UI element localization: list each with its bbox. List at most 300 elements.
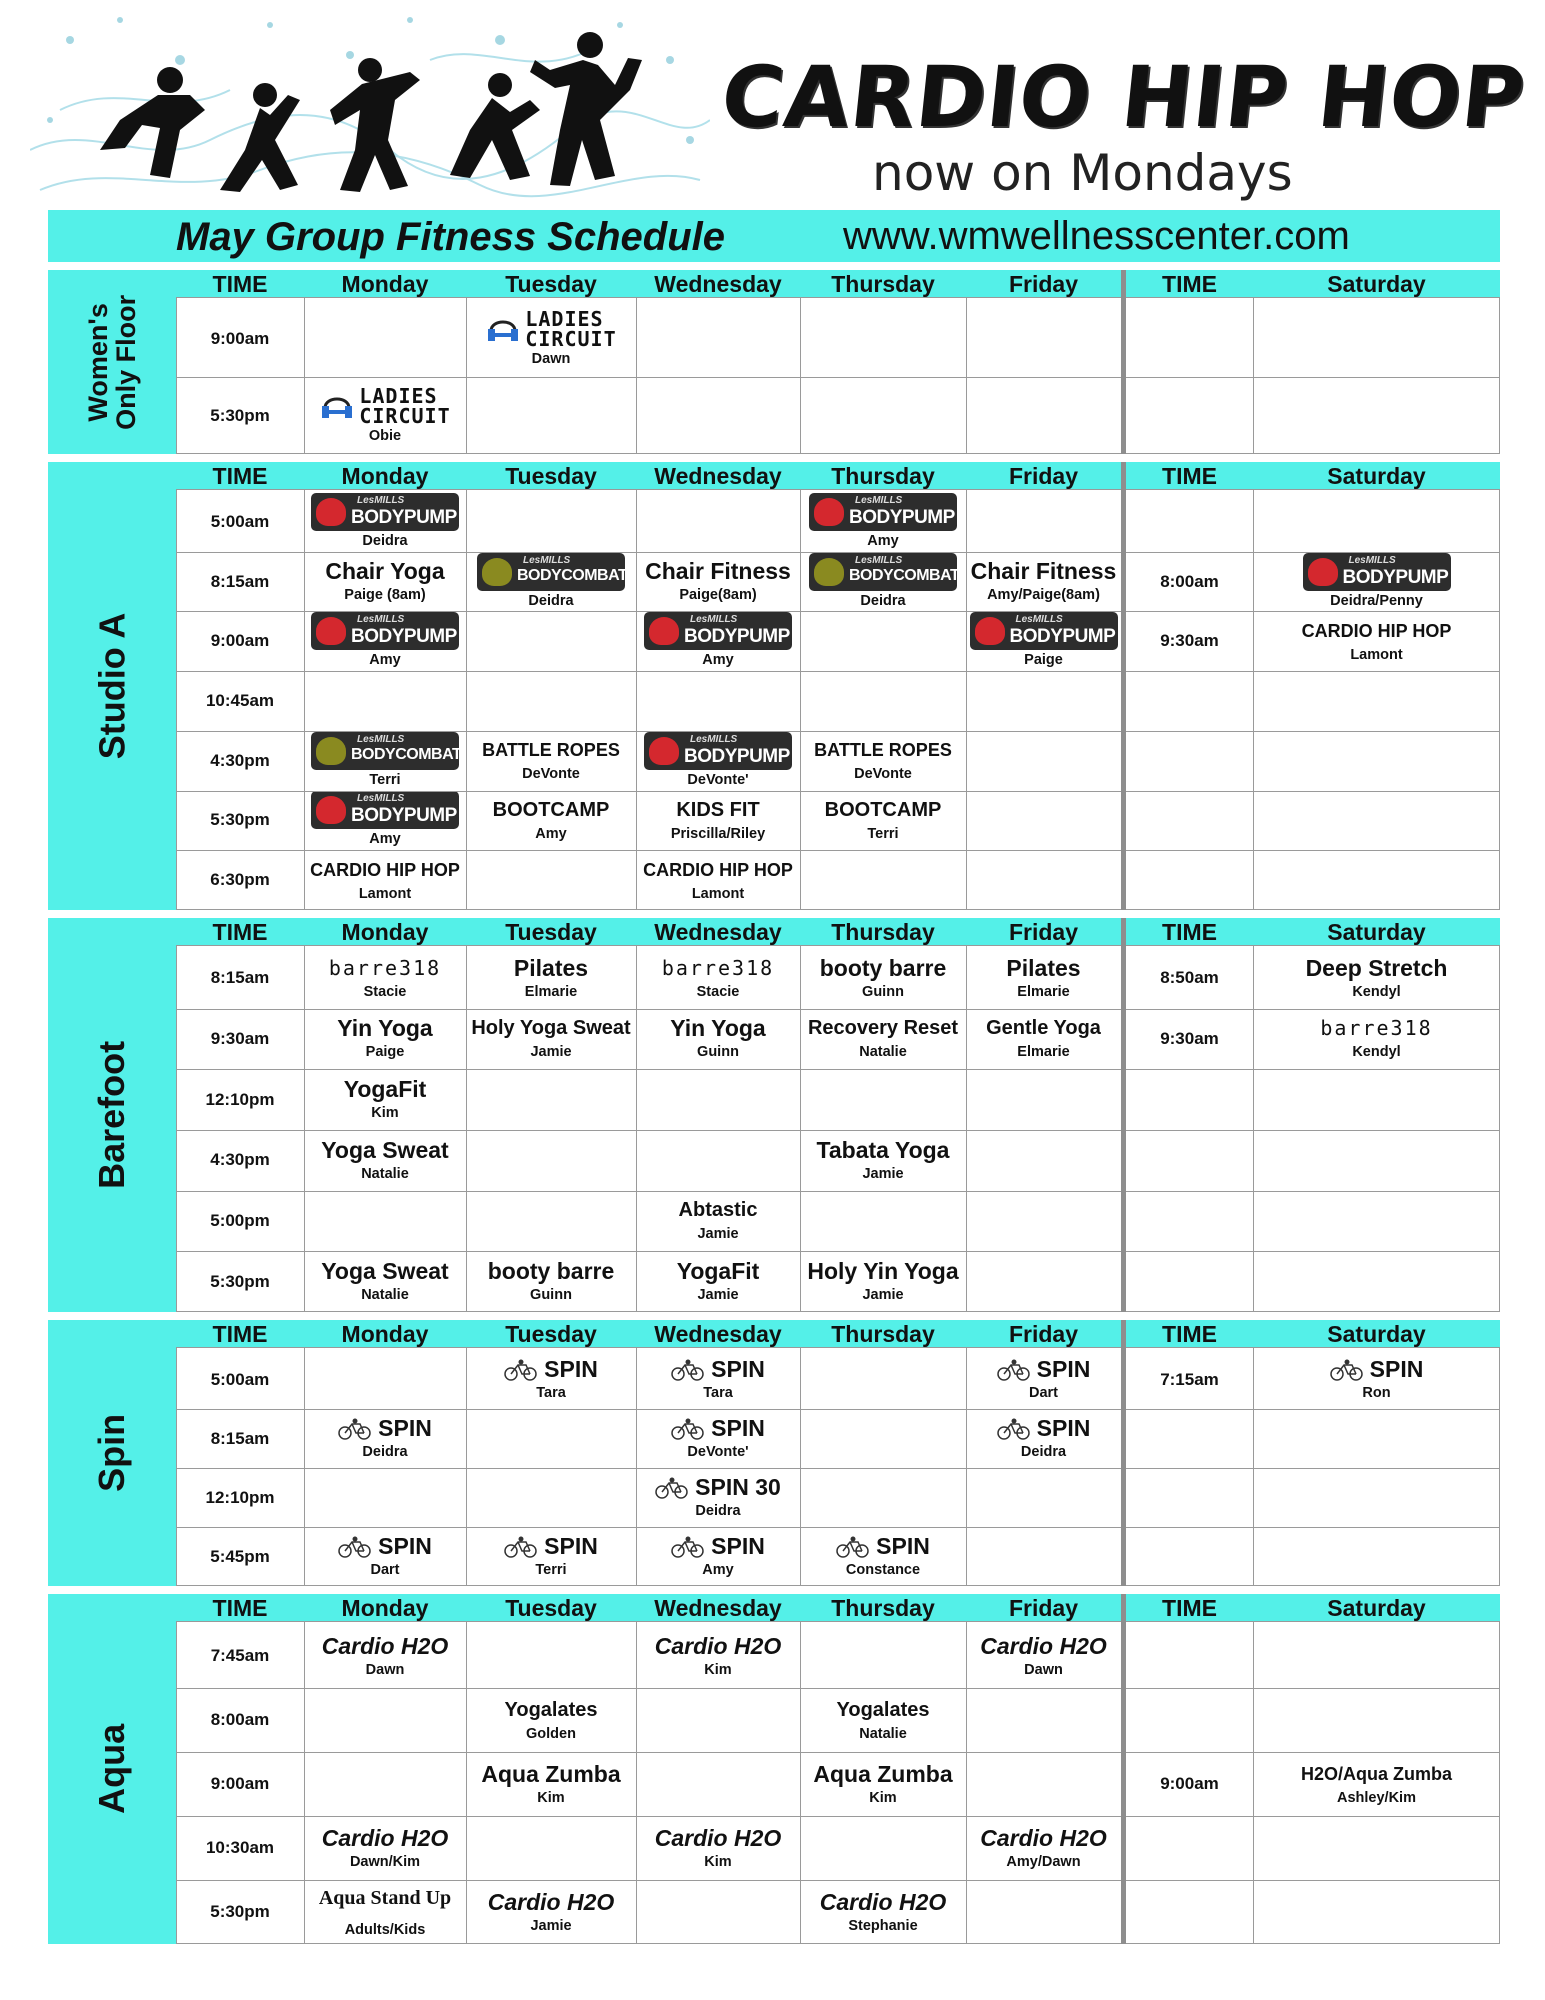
saturday-time-slot [1126, 1009, 1253, 1070]
section-header-row [176, 1320, 1500, 1348]
lesmills-wordmark: LesMILLS [1348, 554, 1396, 566]
day-heading-thursday: Thursday [831, 919, 935, 945]
class-cell[interactable] [636, 731, 800, 791]
class-cell[interactable] [636, 850, 800, 910]
column-divider [1499, 298, 1500, 454]
class-name: barre318 [1320, 1016, 1433, 1041]
class-name: Abtastic [678, 1199, 758, 1222]
class-cell[interactable] [304, 948, 466, 1009]
class-cell[interactable] [304, 1409, 466, 1468]
row-divider [176, 671, 1500, 672]
class-cell[interactable] [636, 1527, 800, 1586]
class-cell[interactable] [636, 1191, 800, 1252]
day-heading-friday: Friday [1008, 919, 1079, 945]
class-title-row [971, 558, 1117, 585]
class-title-row [1320, 1015, 1432, 1042]
instructor-name: Dart [370, 1562, 400, 1578]
class-title-row [338, 1415, 432, 1442]
day-heading-tuesday: Tuesday [505, 919, 597, 945]
class-title-row [817, 1137, 950, 1164]
class-cell[interactable] [304, 850, 466, 910]
class-name: CARDIO HIP HOP [310, 859, 460, 880]
class-cell[interactable] [800, 1130, 966, 1191]
instructor-name: Paige (8am) [344, 587, 426, 604]
class-title-row [1306, 955, 1448, 982]
section-header-row [176, 918, 1500, 946]
class-cell[interactable] [636, 948, 800, 1009]
class-cell[interactable] [966, 948, 1121, 1009]
class-cell[interactable] [966, 1816, 1121, 1880]
class-title-row [322, 1633, 449, 1660]
class-cell[interactable] [800, 791, 966, 851]
row-divider [176, 453, 1500, 454]
instructor-name: Elmarie [1017, 1044, 1070, 1061]
class-cell[interactable] [304, 731, 466, 791]
class-cell[interactable] [304, 791, 466, 851]
class-title-row [514, 955, 588, 982]
class-name: Cardio H2O [654, 1632, 782, 1659]
class-name: booty barre [487, 1258, 615, 1285]
weekday-saturday-separator [1121, 1320, 1126, 1586]
instructor-name: DeVonte' [687, 771, 749, 788]
time-label: 8:00am [210, 1710, 270, 1729]
column-divider [466, 490, 467, 910]
time-heading: TIME [1162, 271, 1217, 297]
instructor-name: Guinn [530, 1287, 572, 1304]
instructor-name: Kendyl [1352, 983, 1401, 1000]
instructor-name: Dart [1028, 1385, 1058, 1401]
column-divider [966, 1348, 967, 1586]
class-cell[interactable] [304, 1816, 466, 1880]
section-header-row [176, 1594, 1500, 1622]
instructor-name: Natalie [361, 1165, 409, 1182]
day-heading-wednesday: Wednesday [654, 1321, 782, 1347]
class-cell[interactable] [636, 1816, 800, 1880]
logo-name: BODYPUMP [684, 626, 790, 648]
class-name: SPIN [711, 1533, 765, 1559]
class-name: Cardio H2O [321, 1632, 449, 1659]
class-name: YogaFit [343, 1076, 427, 1103]
class-title-row [321, 1137, 448, 1164]
instructor-name: Jamie [862, 1287, 904, 1304]
class-cell[interactable] [966, 552, 1121, 612]
column-divider [1499, 946, 1500, 1312]
row-divider [176, 1069, 1500, 1070]
class-name: Cardio H2O [980, 1632, 1107, 1659]
time-label: 9:30am [1160, 631, 1219, 651]
class-cell[interactable] [636, 1409, 800, 1468]
class-title-row [825, 797, 942, 824]
class-cell[interactable] [966, 1009, 1121, 1070]
instructor-name: Jamie [697, 1287, 739, 1304]
class-title-row [471, 1015, 630, 1042]
class-cell[interactable] [966, 1350, 1121, 1409]
instructor-name: Terri [867, 825, 899, 842]
dumbbell-headphones-icon [485, 315, 521, 343]
class-title-row [980, 1633, 1107, 1660]
bodypump-emblem-icon [814, 498, 844, 526]
time-slot [176, 1350, 304, 1409]
page-header [0, 0, 1545, 210]
class-name: SPIN [711, 1415, 765, 1441]
section-header-row [176, 462, 1500, 490]
class-cell[interactable] [800, 492, 966, 552]
class-title-row [671, 1356, 765, 1383]
bodypump-emblem-icon [1308, 558, 1338, 586]
class-name: Aqua Zumba [813, 1760, 953, 1787]
bodypump-logo [311, 791, 459, 829]
row-divider [176, 611, 1500, 612]
row-divider [176, 1251, 1500, 1252]
class-name: CARDIO HIP HOP [643, 859, 793, 880]
instructor-name: Paige [365, 1044, 405, 1061]
class-name: Aqua Stand Up [318, 1886, 452, 1909]
day-heading-friday: Friday [1008, 1321, 1079, 1347]
bodypump-logo [809, 493, 957, 531]
instructor-name: Natalie [361, 1287, 409, 1304]
instructor-name: Terri [535, 1562, 567, 1578]
class-cell[interactable] [304, 492, 466, 552]
lesmills-wordmark: LesMILLS [357, 733, 405, 745]
instructor-name: Constance [845, 1562, 921, 1578]
class-cell[interactable] [304, 1880, 466, 1944]
class-cell[interactable] [466, 1350, 636, 1409]
class-title-row [329, 955, 441, 982]
column-divider [966, 946, 967, 1312]
row-divider [176, 909, 1500, 910]
class-cell[interactable] [304, 552, 466, 612]
class-cell[interactable] [466, 1752, 636, 1816]
bodycombat-logo [477, 553, 628, 591]
class-cell[interactable] [800, 1880, 966, 1944]
column-divider [636, 946, 637, 1312]
time-label: 5:00am [210, 1369, 270, 1389]
class-cell[interactable] [800, 552, 966, 612]
class-cell[interactable] [636, 791, 800, 851]
class-name: SPIN [876, 1533, 930, 1559]
class-cell[interactable] [466, 791, 636, 851]
section-grid [176, 270, 1500, 454]
column-divider [636, 1348, 637, 1586]
time-slot [176, 1251, 304, 1312]
row-divider [176, 1191, 1500, 1192]
row-divider [176, 850, 1500, 851]
instructor-name: Amy/Dawn [1006, 1853, 1081, 1870]
time-label: 8:50am [1160, 968, 1219, 988]
column-divider [304, 946, 305, 1312]
class-title-row [997, 1415, 1091, 1442]
class-cell[interactable] [466, 948, 636, 1009]
class-cell[interactable] [304, 611, 466, 671]
class-name: Yogalates [504, 1698, 598, 1721]
website-link[interactable]: www.wmwellnesscenter.com [843, 214, 1350, 258]
class-title-row [322, 1825, 449, 1852]
schedule-section-women-s-only-floor [48, 270, 1500, 454]
instructor-name: Deidra [695, 1503, 741, 1519]
class-title-row [820, 1889, 947, 1916]
time-label: 5:30pm [210, 405, 270, 425]
time-label: 4:30pm [210, 750, 270, 770]
class-cell[interactable] [304, 377, 466, 454]
day-heading-saturday: Saturday [1327, 1595, 1426, 1621]
time-label: 10:30am [205, 1838, 275, 1857]
instructor-name: Adults/Kids [344, 1921, 426, 1938]
time-slot [176, 1752, 304, 1816]
saturday-class-cell[interactable] [1253, 1009, 1500, 1070]
day-heading-friday: Friday [1008, 463, 1079, 489]
time-label: 5:30pm [210, 1902, 270, 1921]
day-heading-thursday: Thursday [831, 1595, 935, 1621]
column-divider [966, 1622, 967, 1944]
class-cell[interactable] [636, 1009, 800, 1070]
time-heading: TIME [212, 271, 268, 297]
class-name: Yoga Sweat [321, 1136, 449, 1163]
lesmills-wordmark: LesMILLS [523, 554, 571, 566]
day-heading-monday: Monday [341, 463, 429, 489]
column-divider [176, 1622, 177, 1944]
class-name: Cardio H2O [980, 1824, 1107, 1851]
class-title-row [482, 737, 620, 764]
time-label: 6:30pm [210, 870, 270, 890]
spin-bike-icon [836, 1536, 870, 1558]
class-name: YogaFit [676, 1258, 760, 1285]
class-cell[interactable] [466, 1688, 636, 1752]
class-cell[interactable] [304, 1527, 466, 1586]
ladies-circuit-logo [319, 383, 451, 428]
saturday-class-cell[interactable] [1253, 1350, 1500, 1409]
class-cell[interactable] [636, 552, 800, 612]
time-slot [176, 1009, 304, 1070]
instructor-name: Kim [869, 1789, 897, 1806]
saturday-class-cell[interactable] [1253, 1752, 1500, 1816]
instructor-name: Kim [704, 1853, 732, 1870]
class-title-row [670, 1015, 765, 1042]
spin-bike-icon [504, 1359, 538, 1381]
instructor-name: DeVonte [854, 766, 912, 783]
class-name: SPIN [1036, 1356, 1091, 1382]
class-cell[interactable] [800, 1009, 966, 1070]
class-title-row [837, 1697, 930, 1724]
section-grid [176, 918, 1500, 1312]
instructor-name: Jamie [697, 1226, 739, 1243]
class-title-row [671, 1415, 765, 1442]
instructor-name: Obie [368, 427, 402, 444]
spin-bike-icon [671, 1536, 705, 1558]
class-cell[interactable] [466, 552, 636, 612]
bodycombat-emblem-icon [814, 558, 844, 586]
class-cell[interactable] [304, 1009, 466, 1070]
instructor-name: Guinn [697, 1044, 739, 1061]
ladies-circuit-logo [485, 306, 617, 351]
time-slot [176, 850, 304, 910]
class-name: CARDIO HIP HOP [1301, 620, 1452, 641]
class-cell[interactable] [304, 1624, 466, 1688]
saturday-class-cell[interactable] [1253, 948, 1500, 1009]
bodycombat-emblem-icon [316, 737, 346, 765]
class-name: KIDS FIT [676, 798, 760, 821]
class-name: Yogalates [836, 1698, 930, 1721]
class-cell[interactable] [636, 611, 800, 671]
time-heading: TIME [212, 1321, 268, 1347]
time-label: 8:15am [210, 968, 270, 988]
instructor-name: Dawn/Kim [349, 1853, 421, 1870]
time-label: 9:30am [210, 1028, 270, 1048]
day-heading-tuesday: Tuesday [505, 463, 597, 489]
class-title-row [677, 1258, 760, 1285]
instructor-name: Deidra [528, 592, 574, 609]
class-title-row [814, 737, 952, 764]
lesmills-wordmark: LesMILLS [690, 733, 738, 745]
class-cell[interactable] [636, 1251, 800, 1312]
class-name: SPIN [1036, 1415, 1091, 1441]
class-cell[interactable] [466, 1251, 636, 1312]
instructor-name: Jamie [862, 1165, 904, 1182]
class-cell[interactable] [966, 1624, 1121, 1688]
class-name: BATTLE ROPES [482, 740, 620, 761]
instructor-name: Deidra [1020, 1444, 1067, 1460]
schedule-section-aqua [48, 1594, 1500, 1944]
section-label: Spin [48, 1320, 176, 1586]
class-cell[interactable] [966, 611, 1121, 671]
time-slot [176, 671, 304, 731]
bodypump-emblem-icon [649, 737, 679, 765]
instructor-name: Terri [369, 771, 401, 788]
class-cell[interactable] [466, 1009, 636, 1070]
column-divider [466, 946, 467, 1312]
time-label: 12:10pm [205, 1089, 275, 1109]
instructor-name: Stacie [363, 983, 407, 1000]
bodypump-emblem-icon [316, 498, 346, 526]
instructor-name: Ron [1362, 1385, 1391, 1401]
saturday-class-cell[interactable] [1253, 611, 1500, 671]
class-cell[interactable] [800, 1527, 966, 1586]
saturday-time-slot [1126, 1350, 1253, 1409]
class-cell[interactable] [800, 1752, 966, 1816]
class-cell[interactable] [800, 948, 966, 1009]
time-label: 8:15am [210, 1428, 270, 1448]
column-divider [1499, 490, 1500, 910]
instructor-name: Lamont [691, 885, 745, 902]
class-name: Chair Fitness [970, 558, 1117, 585]
class-cell[interactable] [636, 1624, 800, 1688]
class-title-row [505, 1697, 598, 1724]
class-cell[interactable] [466, 731, 636, 791]
class-cell[interactable] [466, 300, 636, 377]
schedule-title: May Group Fitness Schedule [176, 215, 726, 259]
class-title-row [820, 955, 947, 982]
instructor-name: Kim [704, 1661, 732, 1678]
class-title-row [679, 1197, 758, 1224]
class-cell[interactable] [800, 1688, 966, 1752]
day-heading-thursday: Thursday [831, 1321, 935, 1347]
time-heading: TIME [1162, 1595, 1217, 1621]
class-name: barre318 [328, 955, 442, 980]
lesmills-wordmark: LesMILLS [1015, 614, 1063, 626]
class-cell[interactable] [304, 1251, 466, 1312]
time-label: 5:45pm [210, 1546, 270, 1566]
class-cell[interactable] [636, 1468, 800, 1527]
instructor-name: Paige [1024, 652, 1063, 669]
bodypump-emblem-icon [975, 617, 1005, 645]
logo-name: BODYPUMP [351, 506, 457, 528]
row-divider [176, 1009, 1500, 1010]
weekday-saturday-separator [1121, 1594, 1126, 1944]
day-heading-monday: Monday [341, 919, 429, 945]
class-cell[interactable] [800, 731, 966, 791]
day-heading-wednesday: Wednesday [654, 271, 782, 297]
row-divider [176, 1409, 1500, 1410]
row-divider [176, 1816, 1500, 1817]
time-slot [176, 1880, 304, 1944]
instructor-name: Stacie [696, 983, 740, 1000]
instructor-name: Jamie [530, 1044, 572, 1061]
class-name: SPIN [544, 1356, 598, 1382]
row-divider [176, 1880, 1500, 1881]
class-title-row [325, 558, 444, 585]
ladies-circuit-wordmark: LADIES CIRCUIT [359, 383, 451, 428]
class-title-row [997, 1356, 1091, 1383]
class-title-row [808, 1015, 958, 1042]
instructor-name: Kim [371, 1105, 399, 1122]
dancers-splash-illustration [30, 0, 710, 205]
time-label: 5:00pm [210, 1210, 270, 1230]
class-title-row [481, 1761, 620, 1788]
class-cell[interactable] [466, 1527, 636, 1586]
instructor-name: Kim [537, 1789, 565, 1806]
class-cell[interactable] [636, 1350, 800, 1409]
instructor-name: DeVonte [522, 766, 580, 783]
time-slot [176, 731, 304, 791]
class-title-row [986, 1015, 1101, 1042]
bodypump-logo [311, 612, 459, 650]
day-heading-monday: Monday [341, 271, 429, 297]
instructor-name: Deidra/Penny [1330, 592, 1423, 609]
class-name: Chair Fitness [645, 558, 791, 585]
dumbbell-headphones-icon [319, 392, 355, 420]
saturday-class-cell[interactable] [1253, 552, 1500, 612]
class-title-row [493, 797, 610, 824]
row-divider [176, 377, 1500, 378]
instructor-name: Dawn [1024, 1661, 1063, 1678]
class-name: Cardio H2O [819, 1888, 947, 1915]
class-cell[interactable] [966, 1409, 1121, 1468]
class-cell[interactable] [304, 1069, 466, 1130]
class-cell[interactable] [466, 1880, 636, 1944]
time-slot [176, 1527, 304, 1586]
column-divider [304, 1348, 305, 1586]
instructor-name: Guinn [862, 983, 904, 1000]
section-grid [176, 1594, 1500, 1944]
instructor-name: Lamont [1350, 646, 1403, 663]
spin-bike-icon [504, 1536, 538, 1558]
weekday-saturday-separator [1121, 462, 1126, 910]
day-heading-saturday: Saturday [1327, 463, 1426, 489]
class-cell[interactable] [304, 1130, 466, 1191]
class-name: H2O/Aqua Zumba [1300, 1763, 1452, 1784]
row-divider [176, 1752, 1500, 1753]
time-slot [176, 1688, 304, 1752]
day-heading-saturday: Saturday [1327, 271, 1426, 297]
schedule-section-barefoot [48, 918, 1500, 1312]
logo-name: BODYPUMP [351, 626, 457, 648]
logo-name: BODYPUMP [351, 805, 457, 827]
class-cell[interactable] [800, 1251, 966, 1312]
class-title-row [662, 955, 774, 982]
class-name: SPIN [1369, 1356, 1424, 1382]
class-name: BOOTCAMP [492, 798, 610, 821]
lesmills-wordmark: LesMILLS [690, 614, 738, 626]
day-heading-friday: Friday [1008, 271, 1079, 297]
